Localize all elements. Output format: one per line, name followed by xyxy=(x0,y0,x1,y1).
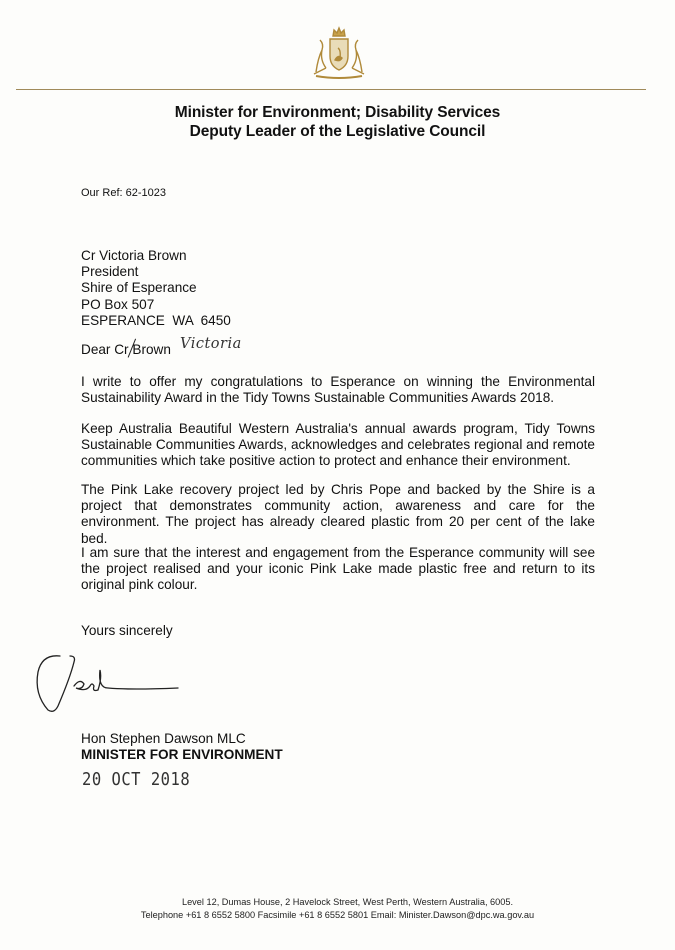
letterhead-footer xyxy=(0,896,675,922)
footer-contact: Telephone +61 8 6552 5800 Facsimile +61 8 6552 5801 Email: Minister.Dawson@dpc.wa.gov.au xyxy=(140,910,535,920)
our-reference: Our Ref: 62-1023 xyxy=(81,187,166,199)
handwritten-first-name: Victoria xyxy=(180,336,242,352)
salutation-rest: rown xyxy=(141,342,171,357)
footer-address: Level 12, Dumas House, 2 Havelock Street, West Perth, Western Australia, 6005. xyxy=(181,897,514,907)
recipient-line-3: Shire of Esperance xyxy=(81,280,197,296)
body-paragraph-1: I write to offer my congratulations to Esperance on winning the Environmental Sustainability Award in the Tidy Towns Sustainable Communities Awards 2018. xyxy=(81,374,595,406)
body-paragraph-4: I am sure that the interest and engagement from the Esperance community will see the project realised and your iconic Pink Lake made plastic free and return to its original pink colour. xyxy=(81,545,595,593)
office-line-1: Minister for Environment; Disability Services xyxy=(174,104,501,121)
date-stamp: 20 OCT 2018 xyxy=(82,768,191,790)
letterhead-rule xyxy=(16,89,646,90)
wa-coat-of-arms-icon xyxy=(304,24,374,82)
salutation xyxy=(81,342,171,357)
signer-title: MINISTER FOR ENVIRONMENT xyxy=(81,747,283,763)
recipient-address xyxy=(81,248,231,329)
closing: Yours sincerely xyxy=(81,623,173,638)
handwritten-signature xyxy=(30,648,190,720)
salutation-prefix: Dear Cr xyxy=(81,342,133,357)
recipient-line-4: PO Box 507 xyxy=(81,296,155,312)
body-paragraph-2: Keep Australia Beautiful Western Australia's annual awards program, Tidy Towns Sustainable Communities Awards, acknowledges and celebrates regional and remote communities which take positive action to protect and enhance their environment. xyxy=(81,421,595,469)
recipient-line-5: ESPERANCE WA 6450 xyxy=(81,312,231,328)
letterhead-office xyxy=(0,103,675,141)
signer-name: Hon Stephen Dawson MLC xyxy=(81,731,246,746)
struck-letter: B xyxy=(132,342,141,357)
body-paragraph-3: The Pink Lake recovery project led by Chris Pope and backed by the Shire is a project that demonstrates community action, awareness and care for the environment. The project has already cleared plastic from 20 per cent of the lake bed. xyxy=(81,482,595,546)
recipient-line-2: President xyxy=(81,264,139,280)
office-line-2: Deputy Leader of the Legislative Council xyxy=(189,123,486,140)
signer-block xyxy=(81,731,283,763)
recipient-line-1: Cr Victoria Brown xyxy=(81,248,187,263)
